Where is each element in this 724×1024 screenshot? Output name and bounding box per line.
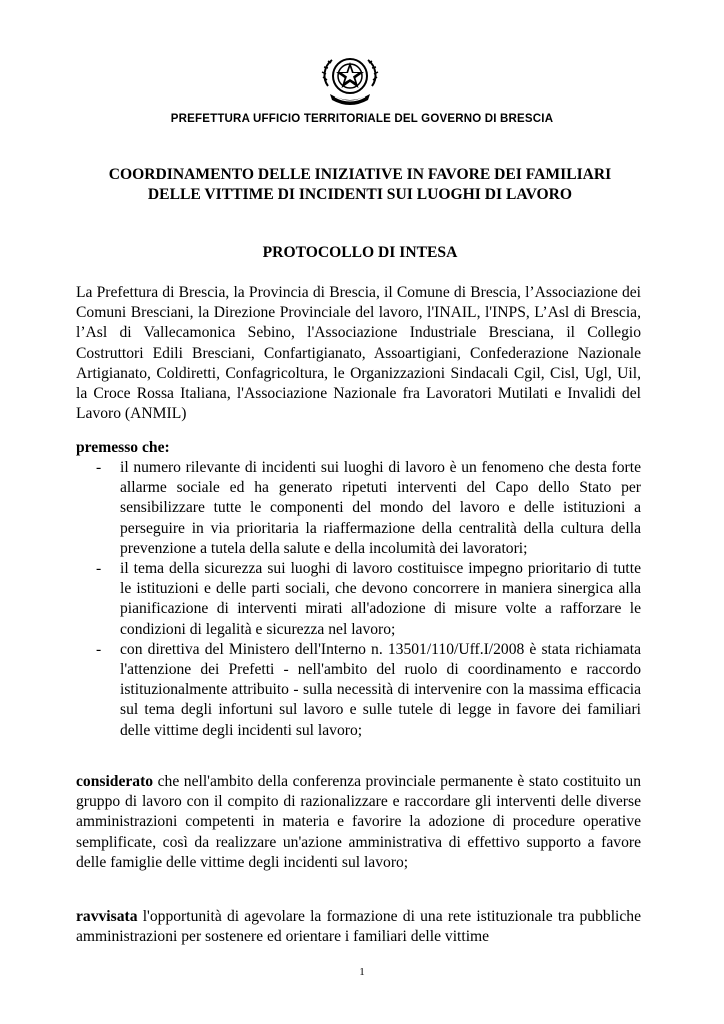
ravvisata-paragraph bbox=[76, 907, 641, 947]
italian-republic-emblem-icon bbox=[318, 52, 382, 108]
intro-paragraph: La Prefettura di Brescia, la Provincia di Brescia, il Comune di Brescia, l’Associazione dei Comuni Bresciani, la Direzione Provinciale del lavoro, l'INAIL, l'INPS, L’Asl di Brescia, l’Asl di Vallecamonica Sebino, l'Associazione Industriale Bresciana, il Collegio Costruttori Edili Bresciani, Confartigianato, Assoartigiani, Confederazione Nazionale Artigianato, Coldiretti, Confagricoltura, le Organizzazioni Sindacali Cgil, Cisl, Ugl, Uil, la Croce Rossa Italiana, l'Associazione Nazionale fra Lavoratori Mutilati e Invalidi del Lavoro (ANMIL) bbox=[76, 284, 641, 423]
document-subtitle: PROTOCOLLO DI INTESA bbox=[262, 244, 458, 261]
title-line-2: DELLE VITTIME DI INCIDENTI SUI LUOGHI DI LAVORO bbox=[147, 186, 573, 203]
list-item bbox=[76, 458, 641, 559]
page-number: 1 bbox=[359, 966, 365, 978]
dash-bullet: - bbox=[96, 459, 102, 476]
considerato-text: che nell'ambito della conferenza provinciale permanente è stato costituito un gruppo di lavoro con il compito di razionalizzare e raccordare gli interventi delle diverse amministrazioni competenti in materia e favorire la adozione di procedure operative semplificate, così da realizzare un'azione amministrativa di effettivo supporto a favore delle famiglie delle vittime degli incidenti sul lavoro; bbox=[76, 773, 641, 871]
considerato-lead: considerato bbox=[76, 773, 154, 790]
premesso-list bbox=[76, 458, 641, 741]
list-item bbox=[76, 559, 641, 640]
list-item-text: il numero rilevante di incidenti sui luoghi di lavoro è un fenomeno che desta forte allarme sociale ed ha generato ripetuti interventi del Capo dello Stato per sensibilizzare tutte le componenti del mondo del lavoro e delle istituzioni a perseguire in via prioritaria la riaffermazione della centralità della cultura della prevenzione a tutela della salute e della incolumità dei lavoratori; bbox=[120, 459, 641, 557]
dash-bullet: - bbox=[96, 640, 102, 658]
list-item-text: il tema della sicurezza sui luoghi di lavoro costituisce impegno prioritario di tutte le istituzioni e delle parti sociali, che devono concorrere in maniera sinergica alla pianificazione di interventi mirati all'adozione di misure volte a rafforzare le condizioni di legalità e sicurezza nel lavoro; bbox=[120, 560, 641, 638]
considerato-paragraph bbox=[76, 772, 641, 873]
title-line-1: COORDINAMENTO DELLE INIZIATIVE IN FAVORE DEI FAMILIARI bbox=[108, 166, 612, 183]
ravvisata-lead: ravvisata bbox=[76, 908, 138, 925]
list-item bbox=[76, 640, 641, 741]
dash-bullet: - bbox=[96, 560, 102, 578]
document-title bbox=[60, 165, 660, 205]
ravvisata-text: l'opportunità di agevolare la formazione di una rete istituzionale tra pubbliche amministrazioni per sostenere ed orientare i familiari delle vittime bbox=[76, 908, 641, 946]
premesso-label: premesso che: bbox=[76, 439, 170, 456]
office-header: PREFETTURA UFFICIO TERRITORIALE DEL GOVERNO DI BRESCIA bbox=[170, 113, 554, 125]
list-item-text: con direttiva del Ministero dell'Interno n. 13501/110/Uff.I/2008 è stata richiamata l'attenzione dei Prefetti - nell'ambito del ruolo di coordinamento e raccordo istituzionalmente attribuito - sulla necessità di intervenire con la massima efficacia sul tema degli infortuni sul lavoro e sulle tutele di legge in favore dei familiari delle vittime degli incidenti sul lavoro; bbox=[120, 640, 641, 739]
